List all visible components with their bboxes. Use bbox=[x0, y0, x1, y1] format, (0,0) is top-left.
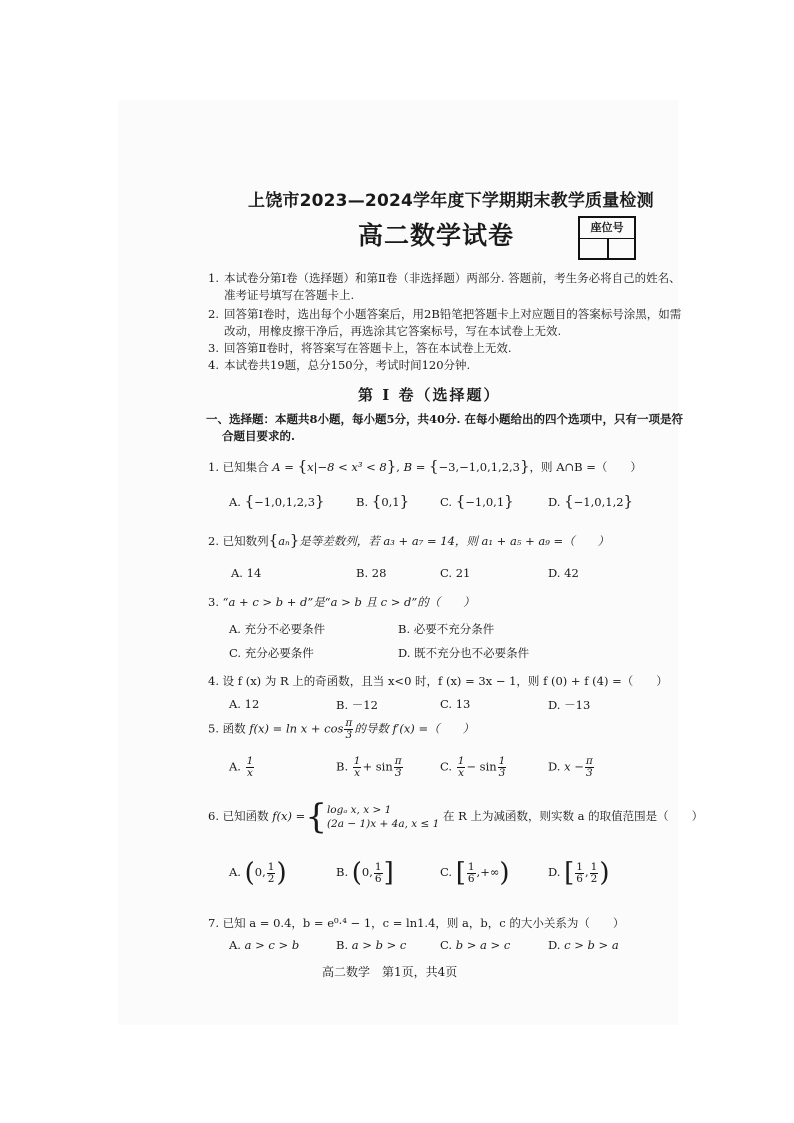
q1-option-b[interactable]: B. {0,1} bbox=[356, 492, 410, 510]
note-1-num: 1. bbox=[208, 271, 219, 285]
q2-option-a[interactable]: A. 14 bbox=[231, 566, 262, 580]
note-2-line1: 回答第Ⅰ卷时，选出每个小题答案后，用2B铅笔把答题卡上对应题目的答案标号涂黑，如需 bbox=[224, 307, 682, 321]
question-7: 7. 已知 a = 0.4，b = e⁰·⁴ − 1，c = ln1.4，则 a，b，c 的大小关系为（ ） bbox=[208, 916, 625, 930]
q5-option-d[interactable]: D. x − $\frac{\pi}{3}$ bbox=[548, 755, 593, 779]
q4-option-a[interactable]: A. 12 bbox=[229, 697, 260, 711]
seat-number-box bbox=[578, 216, 636, 260]
note-2-line2: 改动，用橡皮擦干净后，再选涂其它答案标号，写在本试卷上无效. bbox=[224, 324, 562, 338]
q6-option-a[interactable]: A. (0, $\frac{1}{2}$ ) bbox=[229, 858, 287, 888]
note-4-line1: 本试卷共19题，总分150分，考试时间120分钟. bbox=[224, 358, 471, 372]
q1-option-c[interactable]: C. {−1,0,1} bbox=[440, 492, 514, 510]
subject-title: 高二数学试卷 bbox=[358, 221, 515, 250]
question-5: 5. 函数 f(x) = ln x + cos $\frac{\pi}{3}$ 的导数 f′(x) =（ ） bbox=[208, 717, 475, 741]
q2-option-d[interactable]: D. 42 bbox=[548, 566, 579, 580]
q4-option-d[interactable]: D. －13 bbox=[548, 698, 591, 712]
exam-title: 上饶市2023—2024学年度下学期期末教学质量检测 bbox=[248, 191, 654, 211]
question-3: 3. “a + c > b + d”是“a > b 且 c > d”的（ ） bbox=[208, 595, 475, 609]
seat-number-label: 座位号 bbox=[580, 218, 634, 239]
q4-option-b[interactable]: B. －12 bbox=[336, 698, 378, 712]
q5-option-b[interactable]: B. $\frac{1}{x}$ + sin $\frac{\pi}{3}$ bbox=[336, 755, 402, 779]
question-6: 6. 已知函数 f(x) ={ logₐ x, x > 1 (2a − 1)x + 4a, x ≤ 1 在 R 上为减函数，则实数 a 的取值范围是（ ） bbox=[208, 797, 704, 837]
q7-option-a[interactable]: A. a > c > b bbox=[229, 938, 300, 952]
note-2-num: 2. bbox=[208, 307, 219, 321]
q3-option-a[interactable]: A. 充分不必要条件 bbox=[229, 622, 326, 636]
q3-option-b[interactable]: B. 必要不充分条件 bbox=[398, 622, 495, 636]
q7-option-c[interactable]: C. b > a > c bbox=[440, 938, 511, 952]
q3-option-c[interactable]: C. 充分必要条件 bbox=[229, 646, 314, 660]
note-3-line1: 回答第Ⅱ卷时，将答案写在答题卡上，答在本试卷上无效. bbox=[224, 341, 512, 355]
q1-option-a[interactable]: A. {−1,0,1,2,3} bbox=[229, 492, 325, 510]
q4-option-c[interactable]: C. 13 bbox=[440, 697, 471, 711]
part-intro-line2: 合题目要求的. bbox=[222, 429, 296, 443]
note-1-line1: 本试卷分第Ⅰ卷（选择题）和第Ⅱ卷（非选择题）两部分. 答题前，考生务必将自己的姓名、 bbox=[224, 271, 681, 285]
seat-number-cells bbox=[580, 239, 634, 259]
question-1: 1. 已知集合 A = {x|−8 < x³ < 8}, B = {−3,−1,0,1,2,3}，则 A∩B =（ ） bbox=[208, 457, 642, 475]
q6-option-b[interactable]: B. (0, $\frac{1}{6}$ ] bbox=[336, 858, 394, 888]
q6-option-d[interactable]: D. [ $\frac{1}{6}$ , $\frac{1}{2}$ ) bbox=[548, 858, 610, 888]
q2-option-b[interactable]: B. 28 bbox=[356, 566, 387, 580]
question-4: 4. 设 f (x) 为 R 上的奇函数，且当 x<0 时，f (x) = 3x − 1，则 f (0) + f (4) =（ ） bbox=[208, 674, 668, 688]
q6-option-c[interactable]: C. [ $\frac{1}{6}$ ,+∞) bbox=[440, 858, 510, 888]
page-footer: 高二数学 第1页，共4页 bbox=[322, 965, 458, 979]
q7-option-b[interactable]: B. a > b > c bbox=[336, 938, 407, 952]
section-title: 第 Ⅰ 卷（选择题） bbox=[358, 386, 501, 404]
q5-option-a[interactable]: A. $\frac{1}{x}$ bbox=[229, 755, 254, 779]
note-1-line2: 准考证号填写在答题卡上. bbox=[224, 288, 355, 302]
q7-option-d[interactable]: D. c > b > a bbox=[548, 938, 619, 952]
q3-option-d[interactable]: D. 既不充分也不必要条件 bbox=[398, 646, 530, 660]
q5-option-c[interactable]: C. $\frac{1}{x}$ − sin $\frac{1}{3}$ bbox=[440, 755, 506, 779]
part-intro-line1: 一、选择题：本题共8小题，每小题5分，共40分. 在每小题给出的四个选项中，只有一项是符 bbox=[206, 412, 684, 426]
note-4-num: 4. bbox=[208, 358, 219, 372]
q2-option-c[interactable]: C. 21 bbox=[440, 566, 471, 580]
q1-option-d[interactable]: D. {−1,0,1,2} bbox=[548, 492, 634, 510]
note-3-num: 3. bbox=[208, 341, 219, 355]
question-2: 2. 已知数列{aₙ}是等差数列，若 a₃ + a₇ = 14，则 a₁ + a₅ + a₉ =（ ） bbox=[208, 531, 610, 549]
